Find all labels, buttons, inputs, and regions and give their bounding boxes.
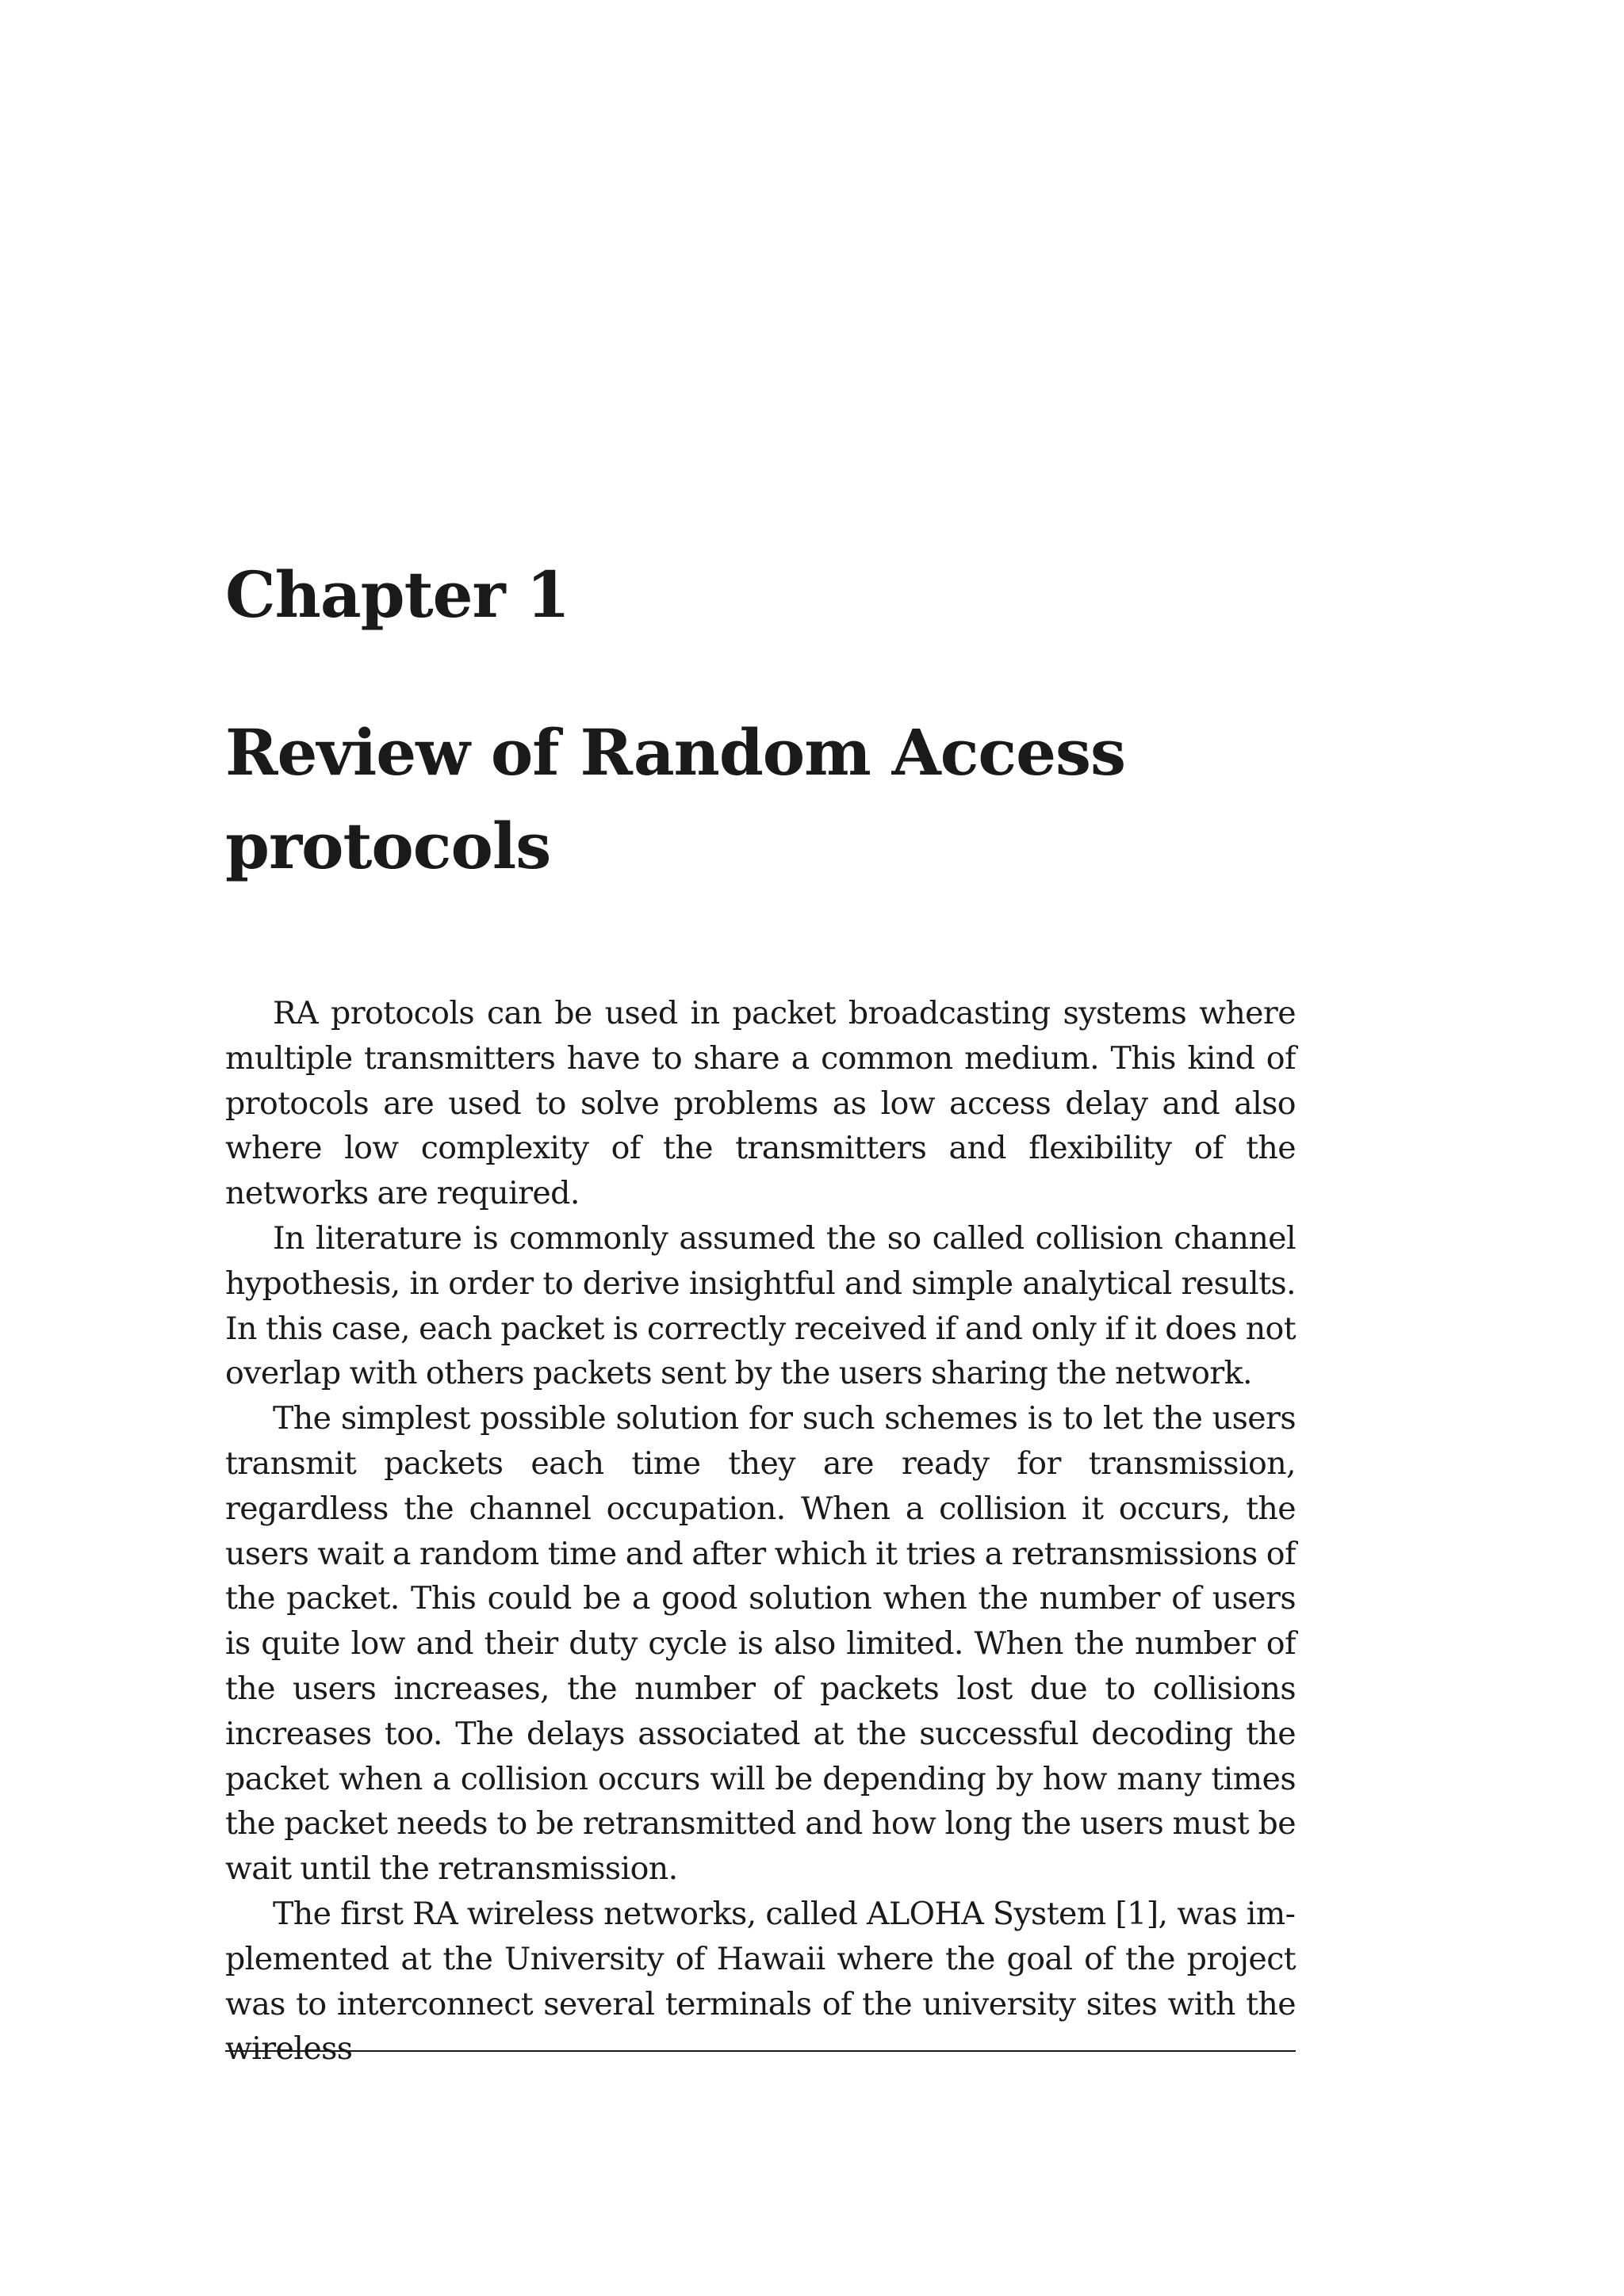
chapter-title: Review of Random Access protocols: [225, 715, 1126, 883]
chapter-body: [225, 991, 1296, 2072]
chapter-label: Chapter 1: [225, 557, 570, 632]
paragraph: The first RA wireless networks, called ALOHA System [1], was implemented at the University of Hawaii where the goal of the project was to interconnect several terminals of the university sites with the wireless: [225, 1895, 1296, 2068]
paragraph: RA protocols can be used in packet broadcasting systems where multiple transmitters have to share a common medium. This kind of protocols are used to solve problems as low access delay and also where low complexity of the transmitters and flexibility of the networks are required.: [225, 995, 1296, 1212]
paragraph: The simplest possible solution for such schemes is to let the users transmit packets each time they are ready for transmission, regardless the channel occupation. When a collision it occurs, the users wait a random time and after which it tries a retransmissions of the packet. This could be a good solution when the number of users is quite low and their duty cycle is also limited. When the number of the users increases, the number of packets lost due to collisions increases too. The delays associated at the successful decoding the packet when a collision occurs will be depending by how many times the packet needs to be retransmitted and how long the users must be wait until the retransmission.: [225, 1400, 1296, 1888]
paragraph: In literature is commonly assumed the so called collision channel hypothesis, in order to derive insightful and simple analytical results. In this case, each packet is correctly received if and only if it does not overlap with others packets sent by the users sharing the network.: [225, 1219, 1296, 1392]
footnote-divider: [225, 2050, 1296, 2052]
